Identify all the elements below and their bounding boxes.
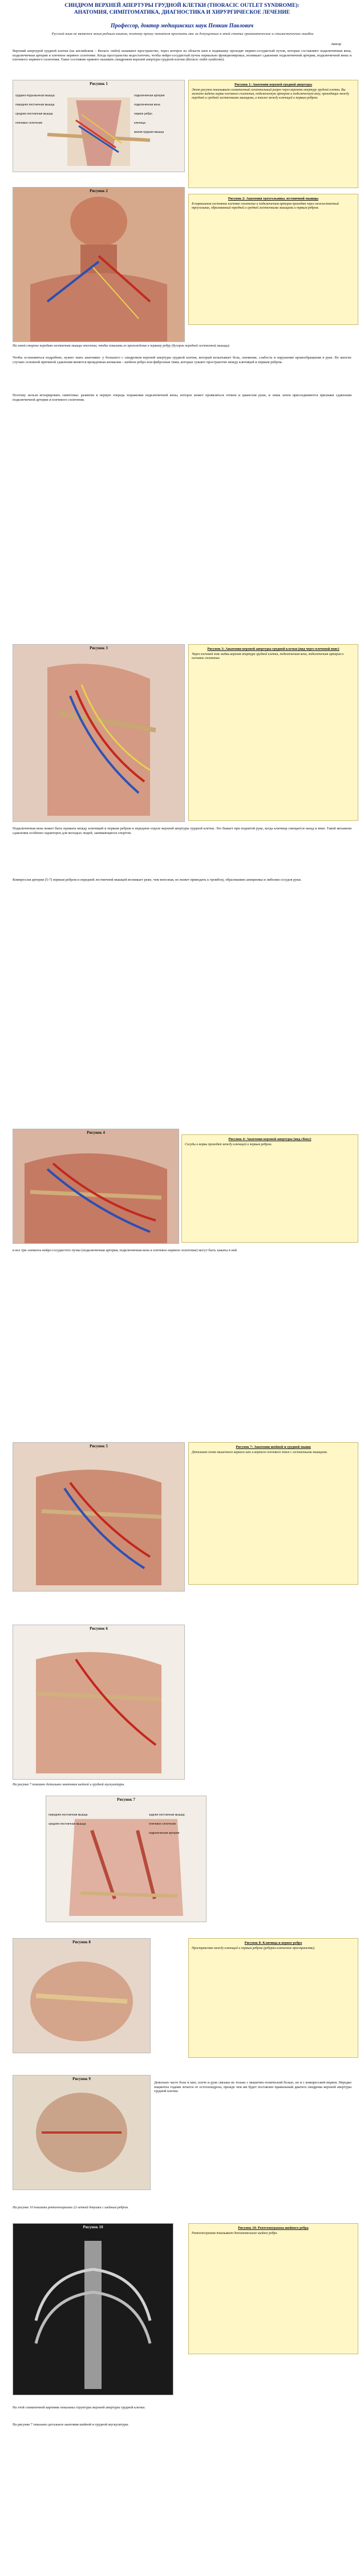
figure-9 <box>13 2075 151 2190</box>
figure-5 <box>13 1442 185 1592</box>
fig1-part-3: плечевое сплетение <box>15 121 43 125</box>
figure-3 <box>13 644 185 822</box>
figure-9-illustration <box>13 2076 150 2190</box>
paragraph-3: Поэтому нельзя игнорировать симптомы: развитие в первую очередь поражения подключичной вены, которое может проявляться отеком и цианозом руки, и лишь затем присоединяются признаки сдавления подключичной артерии и плечевого сплетения. <box>13 393 351 402</box>
callout-figure-1 <box>188 80 358 188</box>
figure-7 <box>46 1796 207 1922</box>
caption-figure-7: На рисунке 7 показано детальное анатомия шейной и грудной мускулатуры. <box>13 1783 125 1786</box>
callout-figure-3 <box>188 644 358 821</box>
figure-8-label: Рисунок 8 <box>72 1940 91 1944</box>
callout-6-title: Рисунок 8: Ключица и первое ребро <box>244 1941 302 1945</box>
title-line-2: АНАТОМИЯ, СИМПТОМАТИКА, ДИАГНОСТИКА И ХИРУРГИЧЕСКОЕ ЛЕЧЕНИЕ <box>74 10 290 15</box>
paragraph-5: Компрессия артерии (5-7) первым ребром и передней лестничной мышцей возникает реже, чем венозная, но может приводить к тромбозу, образованию аневризмы и эмболии сосудов руки. <box>13 878 302 882</box>
callout-2-text: В нормальном состоянии плечевое сплетение и подключичная артерия проходят через межлестничный треугольник, образованный передней и средней лестничными мышцами и первым ребром. <box>192 202 339 210</box>
callout-7-text: Рентгенограмма показывает дополнительное шейное ребро. <box>192 2232 278 2235</box>
paragraph-2: Чтобы остановиться подробнее, нужно знать анатомию: у большого с синдромом верхней апертуры грудной клетки, который испытывает боль, онемение, слабость и нарушение кровообращения в руке. Во многих случаях основной причиной сдавления является врожденная аномалия – шейное ребро или фиброзные тяжи, которые сужают пространство между ключицей и первым ребром. <box>13 356 351 364</box>
callout-4-title: Рисунок 4: Анатомия верхней апертуры (вид сбоку) <box>228 1137 312 1141</box>
epigraph-author: Автор <box>331 42 341 46</box>
figure-10 <box>13 2223 173 2395</box>
fig1-part-6: первое ребро <box>134 112 152 116</box>
caption-figure-10: На рисунке 10 показана рентгенограмма 22-летней девушки с шейным ребром. <box>13 2206 129 2209</box>
figure-4 <box>13 1129 179 1244</box>
paragraph-6: и все три элемента нейро-сосудистого пучка (подключичная артерия, подключичная вена и плечевое нервное сплетение) могут быть зажаты в ней. <box>13 1248 238 1252</box>
title-line-1: СИНДРОМ ВЕРХНЕЙ АПЕРТУРЫ ГРУДНОЙ КЛЕТКИ (THORACIC OUTLET SYNDROME): <box>64 3 300 9</box>
figure-4-illustration <box>13 1129 179 1243</box>
figure-2-label: Рисунок 2 <box>90 189 108 193</box>
figure-6-illustration <box>13 1625 184 1779</box>
figure-2 <box>13 187 185 342</box>
callout-figure-2 <box>188 194 358 325</box>
author-line: Профессор, доктор медицинских наук Пенкин Павлович <box>110 23 254 29</box>
fig1-part-7: ключица <box>134 121 145 125</box>
figure-5-illustration <box>13 1443 184 1591</box>
fig7-part-3: плечевое сплетение <box>149 1822 176 1826</box>
figure-4-label: Рисунок 4 <box>87 1130 105 1135</box>
figure-5-label: Рисунок 5 <box>90 1444 108 1448</box>
figure-1-label: Рисунок 1 <box>90 82 108 86</box>
callout-3-title: Рисунок 3: Анатомия верхней апертуры грудной клетки (вид через плечевой пояс) <box>207 647 339 651</box>
callout-figure-8 <box>188 1938 358 2058</box>
figure-8-illustration <box>13 1939 150 2053</box>
figure-3-illustration <box>13 645 184 821</box>
callout-4-text: Сосуды и нервы проходят между ключицей и первым ребром. <box>185 1143 272 1146</box>
figure-2-illustration <box>13 188 184 341</box>
article-title <box>0 2 364 16</box>
callout-figure-10 <box>188 2223 358 2354</box>
fig7-part-1: средняя лестничная мышца <box>48 1822 86 1826</box>
paragraph-9: На рисунке 7 показано детальное анатомия шейной и грудной мускулатуры. <box>13 2423 130 2427</box>
callout-1-text: Этот рисунок показывает схематичный сагиттальный разрез через верхнюю апертуру грудной клетки. Вы можете видеть нервы плечевого сплетения, подключичную артерию и подключичную вену, проходящие между передней и средней лестничными мышцами, а также между ключицей и первым ребром. <box>192 88 349 100</box>
callout-2-title: Рисунок 2: Анатомия треугольника лестничной мышцы <box>228 197 319 201</box>
figure-10-label: Рисунок 10 <box>83 2225 103 2229</box>
callout-5-text: Детальная схема мышечного каркаса шеи и верхнего плечевого пояса с лестничными мышцами. <box>192 1451 328 1454</box>
fig7-part-0: передняя лестничная мышца <box>48 1813 88 1817</box>
fig1-part-2: средняя лестничная мышца <box>15 112 53 116</box>
fig7-part-2: задняя лестничная мышца <box>149 1813 185 1817</box>
figure-6-label: Рисунок 6 <box>90 1626 108 1631</box>
callout-3-text: Через плечевой пояс видны верхняя апертура грудной клетки, подключичная вена, подключичная артерия и плечевое сплетение. <box>192 653 344 660</box>
callout-figure-4 <box>181 1134 358 1243</box>
figure-8 <box>13 1938 151 2053</box>
caption-figure-2: На левой стороне передняя лестничная мышца отсечена, чтобы показать ее прохождение к первому ребру (бугорок передней лестничной мышцы). <box>13 344 230 348</box>
paragraph-intro: Верхний апертурой грудной клетки (на английском – thoracic outlet) называют пространство, через которое из области шеи в подмышку проходят нервно-сосудистый пучок, которые составляют подключичная вена, подключичная артерия и плечевое нервное сплетение. Когда пространства недостаточно, чтобы нейро-сосудистый пучок нормально функционировал, возникает сдавление подключичной артерии, подключичной вены и плечевого нервного сплетения. Такое состояние принято называть синдромом верхней апертуры грудной клетки (thoracic outlet syndrome). <box>13 49 351 62</box>
figure-6 <box>13 1625 185 1780</box>
paragraph-4: Подключичная вена может быть прижата между ключицей и первым ребром в переднем отделе верхней апертуры грудной клетки. Это бывает при поднятой руке, когда ключица смещается назад и вниз. Такой механизм сдавления особенно характерен для молодых людей, занимающихся спортом. <box>13 827 351 835</box>
callout-1-title: Рисунок 1: Анатомия верхней грудной апертуры <box>234 83 312 87</box>
paragraph-8: На этой схематичной картинке показаны структуры верхней апертуры грудной клетки. <box>13 2406 145 2410</box>
fig1-part-4: подключичная артерия <box>134 94 165 97</box>
figure-3-label: Рисунок 3 <box>90 646 108 650</box>
fig1-part-0: грудино-подъязычная мышца <box>15 94 55 97</box>
paragraph-7: Довольно часто боль в шее, плече и руке связана не только с мышечно-тонической болью, но и с компрессией нервов. Нередко пациенты годами лечатся от остеохондроза, прежде чем им будет поставлен правильный диагноз синдрома верхней апертуры грудной клетки. <box>154 2081 351 2094</box>
epigraph: Русский язык не является моим родным языком, поэтому прошу читателя простить мне за допущенные в этой статье грамматические и стилистические ошибки <box>51 32 314 36</box>
callout-5-title: Рисунок 7: Анатомия шейной и грудной мышц <box>236 1445 311 1449</box>
fig1-part-5: подключичная вена <box>134 103 160 107</box>
figure-9-label: Рисунок 9 <box>72 2077 91 2081</box>
fig1-part-8: малая грудная мышца <box>134 131 164 134</box>
figure-10-xray <box>13 2224 173 2395</box>
fig1-part-1: передняя лестничная мышца <box>15 103 55 107</box>
callout-7-title: Рисунок 10: Рентгенограмма шейного ребра <box>238 2226 309 2230</box>
figure-7-label: Рисунок 7 <box>117 1797 135 1802</box>
figure-1 <box>13 80 185 172</box>
callout-figure-5 <box>188 1442 358 1585</box>
fig7-part-4: подключичная артерия <box>149 1832 180 1835</box>
callout-6-text: Пространство между ключицей и первым ребром (реберно-ключичное пространство). <box>192 1947 316 1950</box>
